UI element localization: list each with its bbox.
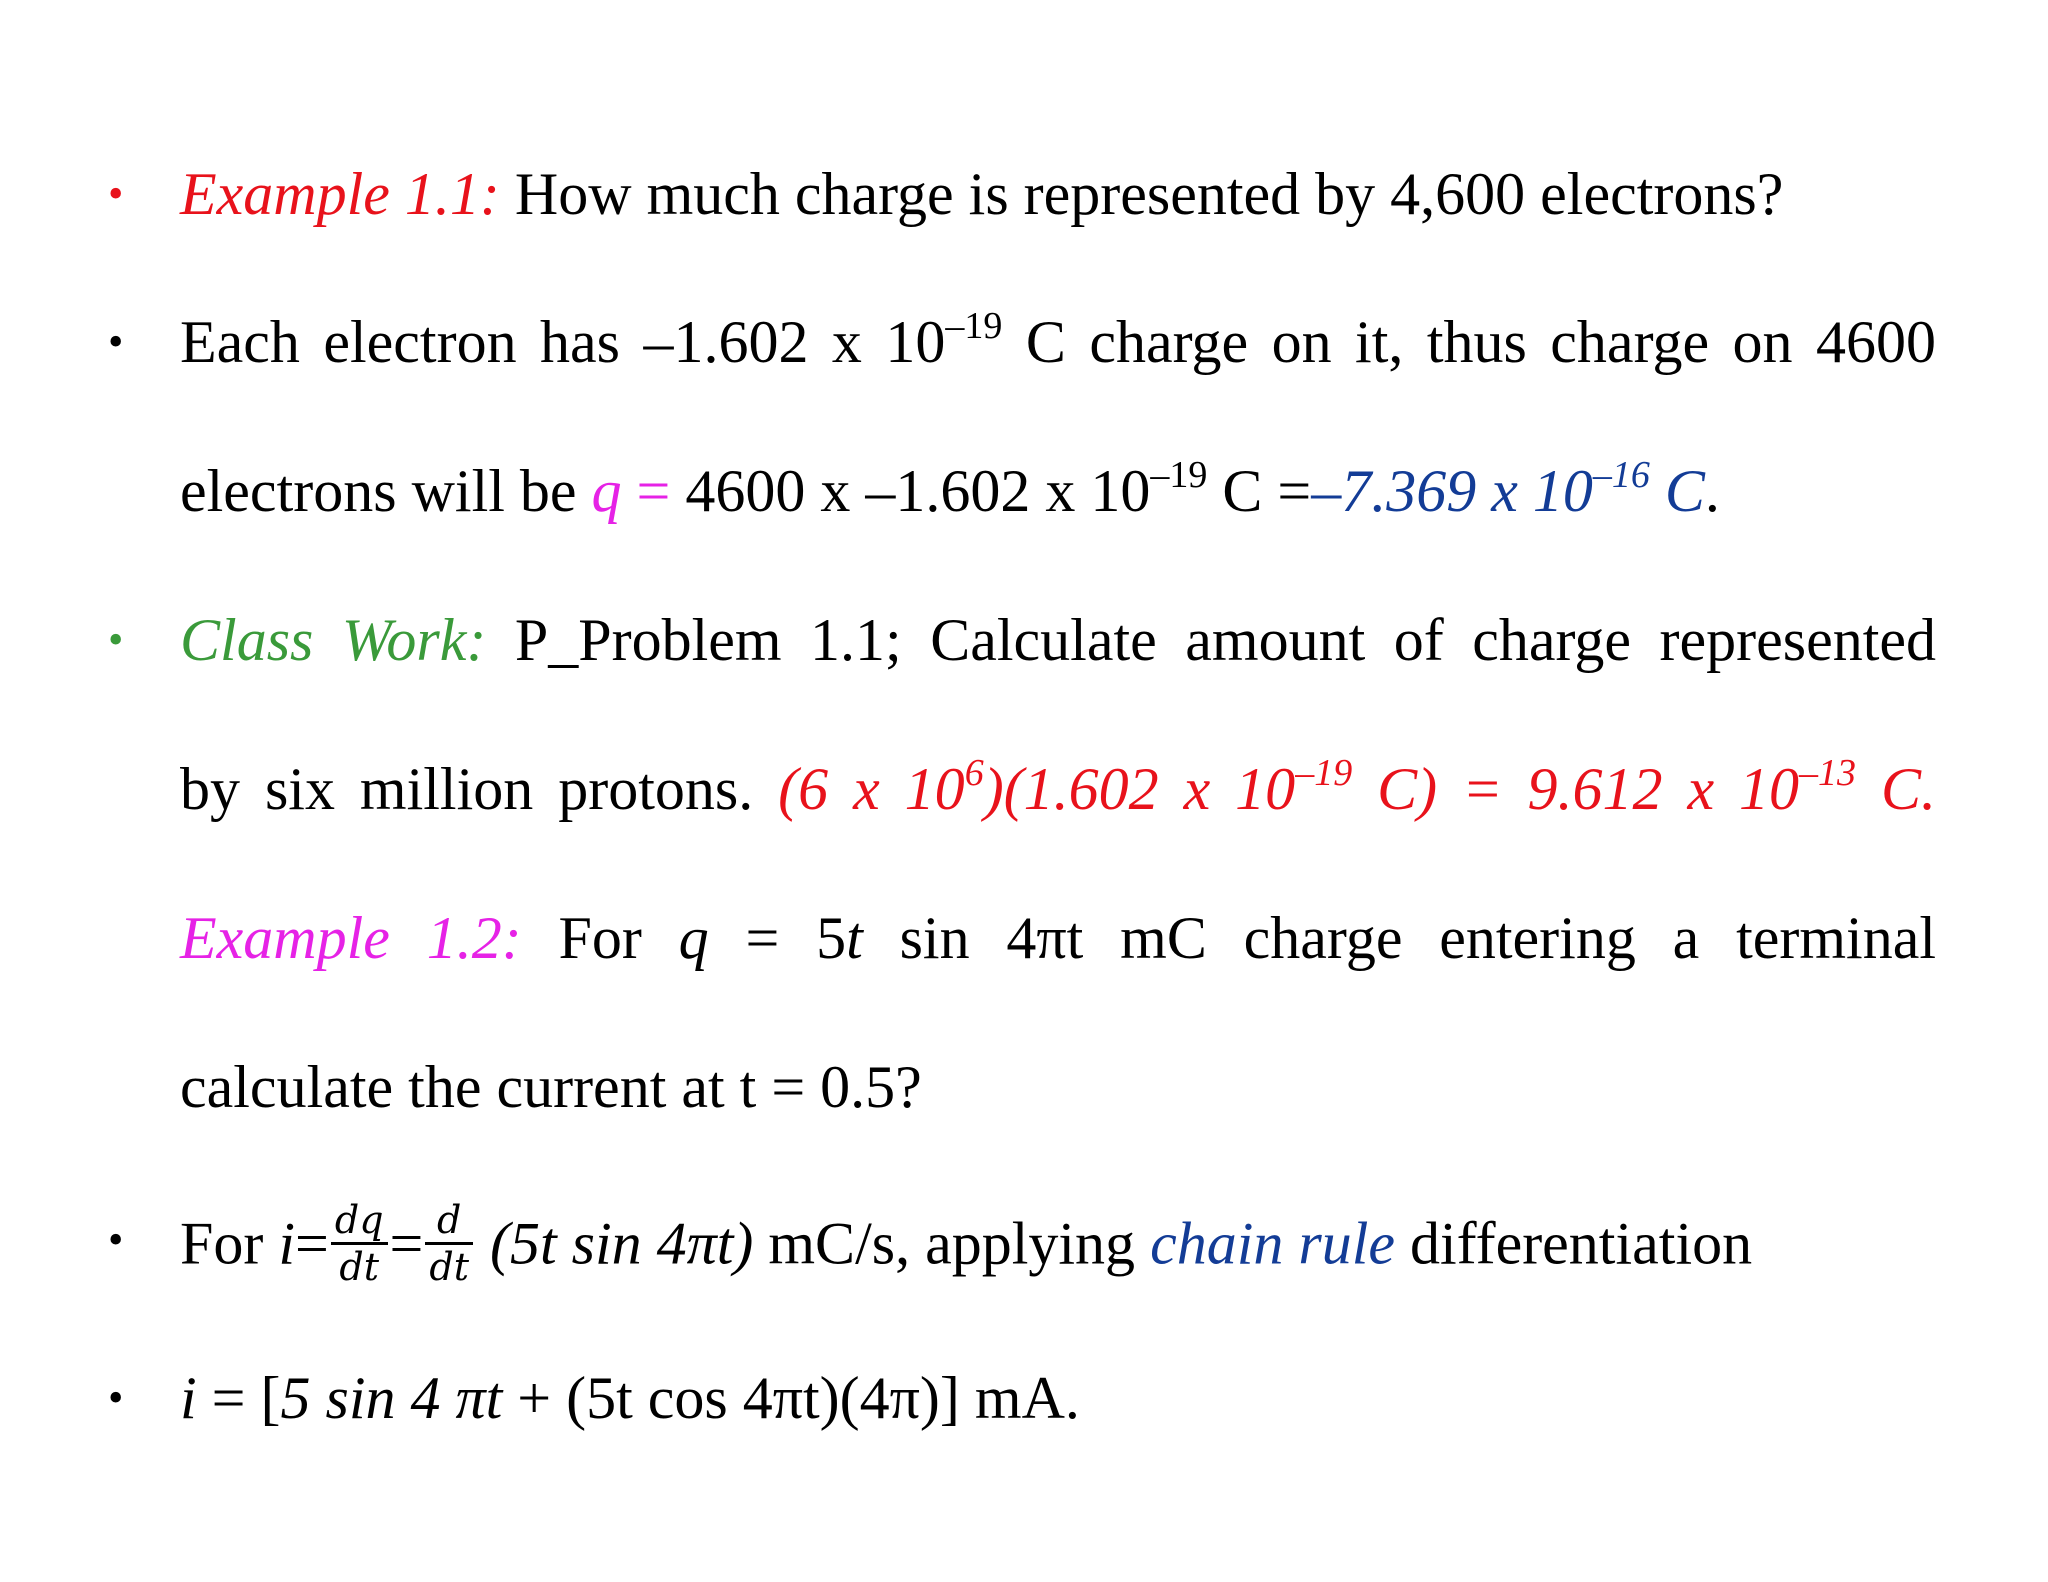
exponent: –19 [1150, 454, 1208, 496]
expression: (5t sin 4πt) [489, 1210, 754, 1277]
bullet-marker: • [108, 1215, 124, 1264]
result-line [180, 1362, 1080, 1434]
q-symbol: q [678, 905, 709, 971]
protons-line [180, 753, 1936, 825]
unit-text: mC/s, applying [768, 1210, 1136, 1277]
each-electron-text: Each electron has –1.602 x 10 [180, 309, 946, 375]
exponent: –19 [945, 305, 1003, 347]
classwork-label: Class Work: [180, 607, 487, 673]
equals-sign: = [389, 1210, 424, 1277]
equals-sign: = [745, 905, 780, 971]
bullet-marker: • [108, 169, 124, 218]
word: charge [1243, 905, 1403, 971]
equals-bracket: = [ [211, 1365, 281, 1431]
example-1-1-question: How much charge is represented by 4,600 electrons? [514, 161, 1784, 227]
for-i-line [180, 1198, 1753, 1295]
example-1-2-line [180, 902, 1936, 974]
i-symbol: i [278, 1210, 296, 1277]
for-word: For [180, 1210, 264, 1277]
calculate-line [180, 1051, 922, 1123]
example-1-1-label: Example 1.1: [180, 161, 500, 227]
bullet-marker: • [108, 615, 124, 664]
result-exponent: –16 [1592, 454, 1650, 496]
result-value: –7.369 x 10 [1311, 458, 1593, 524]
i-symbol: i [180, 1365, 197, 1431]
electrons-text: electrons will be [180, 458, 577, 524]
word: 4πt [1006, 905, 1084, 971]
word: sin [899, 905, 970, 971]
electrons-product: 4600 x –1.602 x 10 [685, 458, 1151, 524]
period: . [1704, 458, 1720, 524]
equals-sign: = [636, 458, 671, 524]
result-unit: C [1664, 458, 1705, 524]
protons-text: by six million protons. [180, 756, 754, 822]
electrons-unit: C = [1222, 458, 1312, 524]
each-electron-text-cont: C charge on it, thus charge on 4600 [1025, 309, 1937, 375]
example-1-1-line [180, 158, 1783, 230]
result-term-2: + (5t cos 4πt)(4π)] mA. [517, 1365, 1080, 1431]
word: For [558, 905, 642, 971]
classwork-text: P_Problem 1.1; Calculate amount of charge represented [514, 607, 1937, 673]
classwork-line [180, 604, 1936, 676]
word: terminal [1736, 905, 1936, 971]
equals-sign: = [295, 1210, 329, 1277]
each-electron-line [180, 306, 1936, 378]
q-symbol: q [591, 458, 622, 524]
charge-expression: 5t [816, 905, 863, 971]
word: a [1672, 905, 1700, 971]
chain-rule-text: chain rule [1150, 1210, 1396, 1277]
fraction-dq-dt: $\frac{dq}{dt}$ [331, 1198, 388, 1289]
result-term-1: 5 sin 4 πt [280, 1365, 503, 1431]
word: mC [1120, 905, 1207, 971]
bullet-marker: • [108, 317, 124, 366]
calculate-text: calculate the current at t = 0.5? [180, 1054, 922, 1120]
electrons-line [180, 455, 1720, 527]
protons-answer: (6 x $10^6)(1.602$ x $10^{-19}$ C) = 9.612 x $10^{-13}$ C. [778, 752, 1937, 822]
example-1-2-label: Example 1.2: [180, 905, 522, 971]
word: entering [1439, 905, 1636, 971]
bullet-marker: • [108, 1373, 124, 1422]
fraction-d-dt: $\frac{d}{dt}$ [425, 1198, 473, 1289]
differentiation-text: differentiation [1410, 1210, 1753, 1277]
